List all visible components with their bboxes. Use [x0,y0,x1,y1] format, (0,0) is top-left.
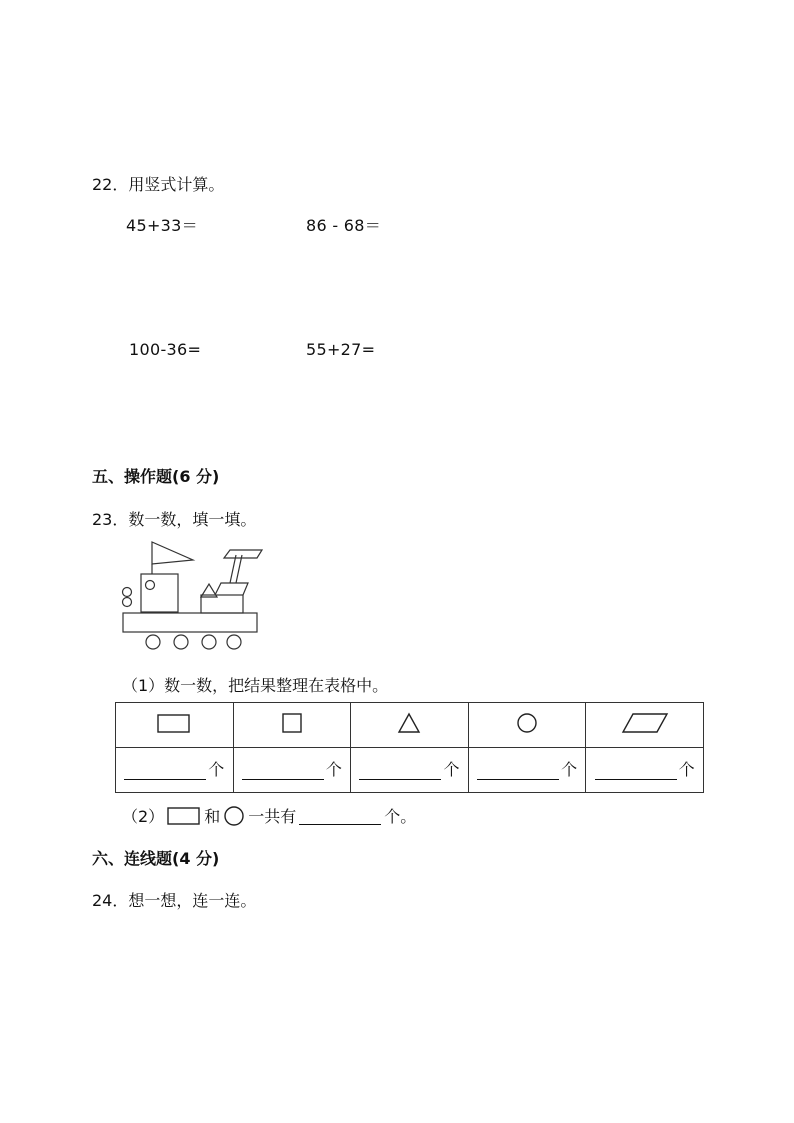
table-header-cell [586,703,704,748]
part-2-text: 一共有 [248,807,297,826]
answer-blank[interactable] [359,779,441,780]
unit-label: 个 [325,759,342,779]
question-23-part-1: （1）数一数，把结果整理在表格中。 [122,676,389,695]
answer-cell-rectangle [116,748,234,793]
parallelogram-icon [621,712,669,734]
rectangle-icon [157,713,191,733]
section-6-heading: 六、连线题(4 分) [92,849,220,868]
shape-train-figure [118,538,268,654]
section-5-heading: 五、操作题(6 分) [92,467,220,486]
unit-label: 个 [678,759,695,779]
table-header-cell [233,703,351,748]
square-icon [281,712,303,734]
equation-45-plus-33: 45+33＝ [126,216,198,235]
unit-label: 个 [443,759,460,779]
answer-blank[interactable] [242,779,324,780]
equation-55-plus-27: 55+27= [306,340,376,359]
shape-count-table [115,702,704,793]
part-2-prefix: （2） [122,807,165,826]
answer-cell-parallelogram [586,748,704,793]
table-answer-row [116,748,704,793]
answer-cell-circle [468,748,586,793]
circle-icon [223,805,245,827]
question-24-title: 24．想一想，连一连。 [92,891,257,910]
answer-cell-square [233,748,351,793]
triangle-icon [397,712,421,734]
table-header-cell [468,703,586,748]
unit-label: 个 [561,759,578,779]
part-2-end: 个。 [384,807,417,826]
table-header-cell [351,703,469,748]
answer-blank[interactable] [477,779,559,780]
equation-100-minus-36: 100-36= [129,340,202,359]
answer-cell-triangle [351,748,469,793]
question-23-title: 23．数一数，填一填。 [92,510,257,529]
unit-label: 个 [208,759,225,779]
circle-icon [516,712,538,734]
rectangle-icon [167,806,201,826]
question-23-part-2 [122,804,416,827]
answer-blank[interactable] [299,806,381,825]
equation-86-minus-68: 86 - 68＝ [306,216,382,235]
answer-blank[interactable] [124,779,206,780]
question-22-title: 22．用竖式计算。 [92,175,225,194]
part-2-and: 和 [204,807,221,826]
table-header-row [116,703,704,748]
answer-blank[interactable] [595,779,677,780]
table-header-cell [116,703,234,748]
